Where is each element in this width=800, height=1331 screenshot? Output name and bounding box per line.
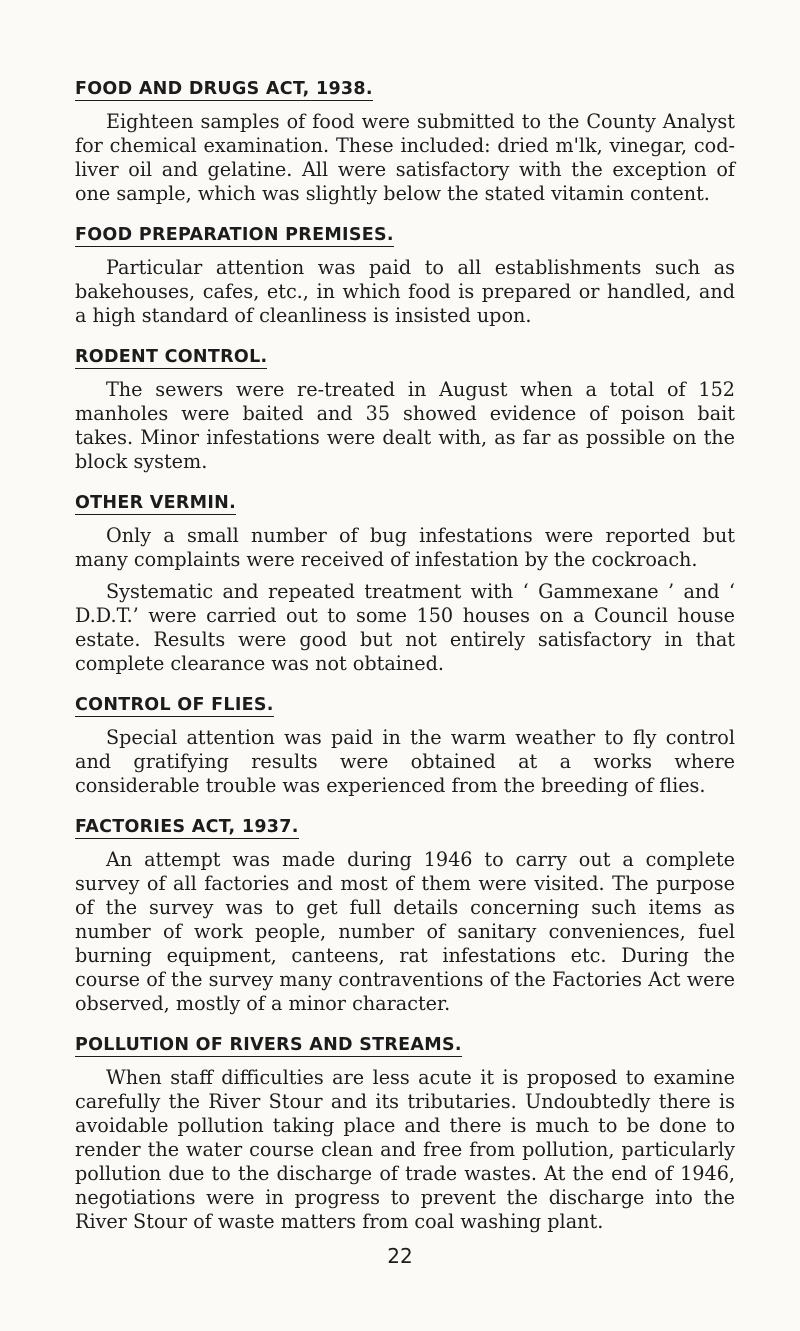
section-control-of-flies bbox=[75, 694, 735, 798]
paragraph: The sewers were re-treated in August when a total of 152 manholes were baited and 35 showed evidence of poison bait takes. Minor infestations were dealt with, as far as possible on the block system. bbox=[75, 378, 735, 473]
section-factories-act bbox=[75, 816, 735, 1016]
paragraph: Eighteen samples of food were submitted to the County Analyst for chemical examination. These included: dried m'lk, vinegar, cod-liver oil and gelatine. All were satisfactory with the exception of one sample, which was slightly below the stated vitamin content. bbox=[75, 110, 735, 205]
page-number: 22 bbox=[387, 1244, 413, 1268]
section-heading: RODENT CONTROL. bbox=[75, 347, 268, 367]
section-other-vermin bbox=[75, 492, 735, 676]
section-rodent-control bbox=[75, 346, 735, 474]
paragraph: When staff difficulties are less acute it is proposed to examine carefully the River Stour and its tributaries. Undoubtedly there is avoidable pollution taking place and there is much to be done to render the water course clean and free from pollution, particularly pollution due to the discharge of trade wastes. At the end of 1946, negotiations were in progress to prevent the discharge into the River Stour of waste matters from coal washing plant. bbox=[75, 1066, 735, 1233]
paragraph: Particular attention was paid to all establishments such as bakehouses, cafes, etc., in which food is prepared or handled, and a high standard of cleanliness is insisted upon. bbox=[75, 256, 735, 327]
section-heading: OTHER VERMIN. bbox=[75, 493, 237, 513]
text-column bbox=[75, 78, 735, 1252]
section-food-preparation-premises bbox=[75, 224, 735, 328]
paragraph: Special attention was paid in the warm weather to fly control and gratifying results were obtained at a works where considerable trouble was experienced from the breeding of flies. bbox=[75, 726, 735, 797]
section-heading: FOOD PREPARATION PREMISES. bbox=[75, 225, 394, 245]
section-pollution-of-rivers bbox=[75, 1034, 735, 1234]
section-heading: FACTORIES ACT, 1937. bbox=[75, 817, 299, 837]
section-food-and-drugs-act bbox=[75, 78, 735, 206]
section-heading: POLLUTION OF RIVERS AND STREAMS. bbox=[75, 1035, 462, 1055]
section-heading: FOOD AND DRUGS ACT, 1938. bbox=[75, 79, 373, 99]
paragraph: An attempt was made during 1946 to carry out a complete survey of all factories and most of them were visited. The purpose of the survey was to get full details concerning such items as number of work people, number of sanitary conveniences, fuel burning equipment, canteens, rat infestations etc. During the course of the survey many contraventions of the Factories Act were observed, mostly of a minor character. bbox=[75, 848, 735, 1015]
paragraph: Only a small number of bug infestations were reported but many complaints were received of infestation by the cockroach. bbox=[75, 524, 735, 571]
section-heading: CONTROL OF FLIES. bbox=[75, 695, 274, 715]
paragraph: Systematic and repeated treatment with ‘ Gammexane ’ and ‘ D.D.T.’ were carried out to some 150 houses on a Council house estate. Results were good but not entirely satisfactory in that complete clearance was not obtained. bbox=[75, 580, 735, 675]
